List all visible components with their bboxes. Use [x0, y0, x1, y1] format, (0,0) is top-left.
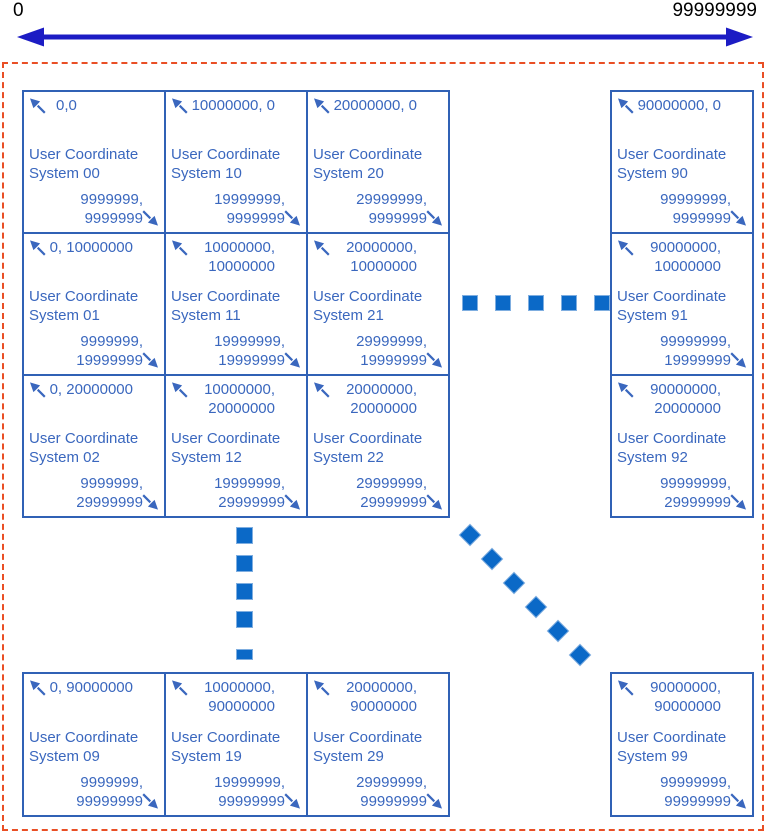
ucs-box-11: [166, 234, 308, 376]
max-coordinate: 9999999, 9999999: [80, 191, 143, 227]
ucs-box-99: [612, 674, 754, 817]
min-corner: [29, 238, 159, 280]
max-corner: [29, 332, 159, 370]
min-corner: [171, 238, 301, 280]
max-coordinate: 9999999, 19999999: [76, 333, 143, 369]
max-coordinate: 19999999, 9999999: [214, 191, 285, 227]
min-corner: [29, 96, 159, 138]
min-cursor-icon: [313, 97, 331, 115]
max-corner: [171, 773, 301, 811]
max-coordinate: 19999999, 99999999: [214, 774, 285, 810]
ellipsis-dash-icon: [237, 556, 252, 571]
min-cursor-icon: [171, 97, 189, 115]
ellipsis-dash-icon: [529, 296, 543, 310]
max-coordinate: 19999999, 19999999: [214, 333, 285, 369]
min-corner: [617, 380, 747, 422]
min-coordinate: 10000000, 90000000: [204, 679, 275, 715]
min-cursor-icon: [313, 679, 331, 697]
ellipsis-dash-icon: [237, 612, 252, 627]
min-cursor-icon: [171, 381, 189, 399]
ucs-label: User Coordinate System 11: [171, 288, 281, 324]
axis-min-label: 0: [13, 0, 24, 21]
ucs-box-92: [612, 376, 754, 518]
max-cursor-icon: [141, 351, 159, 369]
min-corner: [171, 380, 301, 422]
axis-max-label: 99999999: [672, 0, 757, 21]
ellipsis-dash-icon: [496, 296, 510, 310]
min-coordinate: 90000000, 10000000: [650, 239, 721, 275]
min-corner: [617, 678, 747, 720]
ucs-label: User Coordinate System 01: [29, 288, 139, 324]
max-cursor-icon: [425, 493, 443, 511]
max-corner: [171, 332, 301, 370]
ucs-label: User Coordinate System 21: [313, 288, 423, 324]
max-coordinate: 99999999, 9999999: [660, 191, 731, 227]
ucs-box-21: [308, 234, 450, 376]
ucs-label: User Coordinate System 09: [29, 728, 139, 765]
ucs-label: User Coordinate System 10: [171, 146, 281, 182]
ucs-box-00: [24, 92, 166, 234]
min-cursor-icon: [29, 381, 47, 399]
ucs-label: User Coordinate System 02: [29, 430, 139, 466]
ucs-label: User Coordinate System 29: [313, 728, 423, 765]
ucs-label: User Coordinate System 12: [171, 430, 281, 466]
max-cursor-icon: [283, 351, 301, 369]
ucs-label: User Coordinate System 99: [617, 728, 727, 765]
min-coordinate: 0, 20000000: [49, 381, 133, 398]
ucs-grid-top-left: [22, 90, 450, 518]
ucs-box-01: [24, 234, 166, 376]
ucs-box-02: [24, 376, 166, 518]
min-cursor-icon: [617, 679, 635, 697]
max-coordinate: 29999999, 99999999: [356, 774, 427, 810]
min-cursor-icon: [29, 239, 47, 257]
min-cursor-icon: [29, 97, 47, 115]
ucs-grid-bottom-row: [22, 672, 450, 817]
max-corner: [171, 190, 301, 228]
min-coordinate: 10000000, 20000000: [204, 381, 275, 417]
max-cursor-icon: [283, 493, 301, 511]
max-cursor-icon: [141, 209, 159, 227]
min-cursor-icon: [617, 97, 635, 115]
ucs-box-22: [308, 376, 450, 518]
ucs-label: User Coordinate System 22: [313, 430, 423, 466]
min-corner: [313, 678, 443, 720]
ellipsis-dash-icon: [237, 584, 252, 599]
max-corner: [617, 474, 747, 512]
min-coordinate: 20000000, 0: [333, 97, 417, 114]
max-cursor-icon: [141, 792, 159, 810]
max-corner: [617, 332, 747, 370]
min-coordinate: 90000000, 90000000: [650, 679, 721, 715]
max-corner: [29, 773, 159, 811]
max-coordinate: 29999999, 9999999: [356, 191, 427, 227]
vertical-ellipsis-dashes: [237, 528, 252, 659]
ucs-box-90: [612, 92, 754, 234]
ucs-box-20: [308, 92, 450, 234]
ellipsis-dash-icon: [237, 650, 252, 659]
min-coordinate: 20000000, 90000000: [346, 679, 417, 715]
max-corner: [313, 190, 443, 228]
min-coordinate: 90000000, 0: [637, 97, 721, 114]
ucs-grid-right-column: [610, 90, 754, 518]
max-cursor-icon: [283, 792, 301, 810]
min-cursor-icon: [617, 239, 635, 257]
min-cursor-icon: [171, 679, 189, 697]
max-corner: [29, 474, 159, 512]
max-cursor-icon: [425, 351, 443, 369]
ellipsis-dash-icon: [237, 528, 252, 543]
min-corner: [29, 678, 159, 720]
ucs-label: User Coordinate System 20: [313, 146, 423, 182]
ellipsis-dash-icon: [463, 296, 477, 310]
max-corner: [617, 190, 747, 228]
ucs-box-91: [612, 234, 754, 376]
max-coordinate: 99999999, 19999999: [660, 333, 731, 369]
max-cursor-icon: [425, 209, 443, 227]
min-corner: [313, 380, 443, 422]
max-cursor-icon: [141, 493, 159, 511]
min-cursor-icon: [313, 239, 331, 257]
min-corner: [313, 96, 443, 138]
max-coordinate: 9999999, 99999999: [76, 774, 143, 810]
min-cursor-icon: [29, 679, 47, 697]
max-coordinate: 99999999, 99999999: [660, 774, 731, 810]
min-coordinate: 20000000, 20000000: [346, 381, 417, 417]
min-coordinate: 20000000, 10000000: [346, 239, 417, 275]
min-corner: [617, 238, 747, 280]
max-cursor-icon: [283, 209, 301, 227]
max-corner: [313, 773, 443, 811]
ucs-box-29: [308, 674, 450, 817]
min-coordinate: 10000000, 0: [191, 97, 275, 114]
max-corner: [171, 474, 301, 512]
ucs-label: User Coordinate System 90: [617, 146, 727, 182]
max-coordinate: 9999999, 29999999: [76, 475, 143, 511]
min-corner: [617, 96, 747, 138]
min-coordinate: 0, 90000000: [49, 679, 133, 696]
ucs-box-19: [166, 674, 308, 817]
ucs-label: User Coordinate System 00: [29, 146, 139, 182]
ucs-label: User Coordinate System 91: [617, 288, 727, 324]
min-coordinate: 0, 10000000: [49, 239, 133, 256]
min-corner: [29, 380, 159, 422]
min-corner: [171, 678, 301, 720]
ucs-box-12: [166, 376, 308, 518]
min-cursor-icon: [171, 239, 189, 257]
max-coordinate: 29999999, 29999999: [356, 475, 427, 511]
max-corner: [617, 773, 747, 811]
min-coordinate: 10000000, 10000000: [204, 239, 275, 275]
ucs-label: User Coordinate System 19: [171, 728, 281, 765]
min-corner: [313, 238, 443, 280]
max-cursor-icon: [729, 351, 747, 369]
max-coordinate: 99999999, 29999999: [660, 475, 731, 511]
max-cursor-icon: [425, 792, 443, 810]
horizontal-ellipsis-dashes: [463, 296, 609, 310]
min-cursor-icon: [617, 381, 635, 399]
ucs-grid-bottom-right: [610, 672, 754, 817]
max-corner: [29, 190, 159, 228]
min-corner: [171, 96, 301, 138]
max-cursor-icon: [729, 493, 747, 511]
min-coordinate: 90000000, 20000000: [650, 381, 721, 417]
min-coordinate: 0,0: [56, 97, 77, 114]
ellipsis-dash-icon: [595, 296, 609, 310]
ucs-box-09: [24, 674, 166, 817]
max-coordinate: 19999999, 29999999: [214, 475, 285, 511]
ucs-box-10: [166, 92, 308, 234]
min-cursor-icon: [313, 381, 331, 399]
max-coordinate: 29999999, 19999999: [356, 333, 427, 369]
max-cursor-icon: [729, 209, 747, 227]
axis-double-arrow-icon: [0, 24, 770, 50]
max-cursor-icon: [729, 792, 747, 810]
max-corner: [313, 332, 443, 370]
max-corner: [313, 474, 443, 512]
ucs-label: User Coordinate System 92: [617, 430, 727, 466]
ellipsis-dash-icon: [562, 296, 576, 310]
